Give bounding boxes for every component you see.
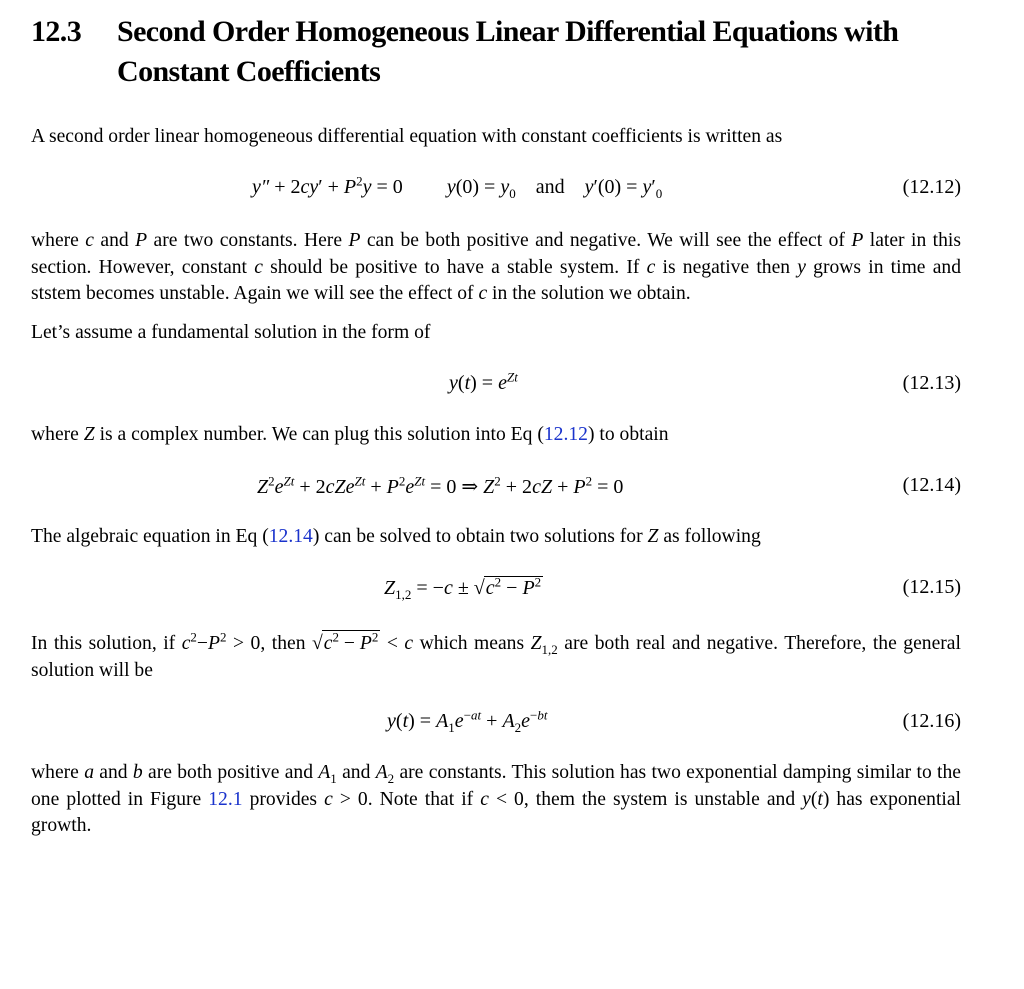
- equation-tag: (12.16): [902, 710, 961, 732]
- equation-body: $Z_{1,2} = -c \pm √c^2 - P^2$: [384, 574, 542, 602]
- paragraph-assume: Let’s assume a fundamental solution in the form of: [31, 322, 431, 343]
- equation-12-14: [0, 474, 1024, 504]
- paragraph-complex: where Z is a complex number. We can plug this solution into Eq (12.12) to obtain: [31, 424, 669, 445]
- paragraph-damping: where a and b are both positive and $A_1$ and $A_2$ are constants. This solution has two exponential damping similar to the one plotted in Figure 12.1 provides c > 0. Note that if c < 0, them the system is unstable and y(t) has exponential growth.: [31, 762, 961, 836]
- equation-body: $y'' + 2cy' + P^2y = 0$ $y(0) = y_0$ and $y'(0) = y'_0$: [252, 173, 663, 201]
- equation-tag: (12.14): [902, 474, 961, 496]
- figure-ref-link[interactable]: 12.1: [208, 788, 243, 810]
- equation-body: $y(t) = A_1e^{-at} + A_2e^{-bt}$: [387, 707, 548, 735]
- paragraph-constants: where c and P are two constants. Here P can be both positive and negative. We will see the effect of P later in this section. However, constant c should be positive to have a stable system. If c is negative then y grows in time and ststem becomes unstable. Again we will see the effect of c in the solution we obtain.: [31, 230, 961, 304]
- equation-tag: (12.13): [902, 372, 961, 394]
- equation-tag: (12.12): [902, 176, 961, 198]
- equation-12-12: [0, 173, 1024, 206]
- section-number: 12.3: [31, 15, 82, 48]
- equation-and-word: and: [535, 176, 565, 198]
- equation-12-15: [0, 576, 1024, 606]
- equation-body: $Z^2e^{Zt} + 2cZe^{Zt} + P^2e^{Zt} = 0$ ⇒ $Z^2 + 2cZ + P^2 = 0$: [257, 473, 624, 498]
- equation-ref-link[interactable]: 12.14: [268, 526, 313, 547]
- equation-12-16: [0, 707, 1024, 740]
- equation-body: $y(t) = e^{Zt}$: [449, 369, 518, 394]
- paragraph-solution: In this solution, if $c^2-P^2 > 0$, then $√c^2 - P^2 < c$ which means $Z_{1,2}$ are both real and negative. Therefore, the general solution will be: [31, 629, 961, 681]
- equation-12-13: [0, 369, 1024, 402]
- paragraph-algebraic: The algebraic equation in Eq (12.14) can be solved to obtain two solutions for Z as following: [31, 526, 761, 547]
- equation-ref-link[interactable]: 12.12: [543, 424, 588, 445]
- equation-tag: (12.15): [902, 576, 961, 598]
- paragraph-intro: A second order linear homogeneous differential equation with constant coefficients is written as: [31, 126, 783, 147]
- section-title: Second Order Homogeneous Linear Differential Equations with Constant Coefficients: [117, 15, 899, 88]
